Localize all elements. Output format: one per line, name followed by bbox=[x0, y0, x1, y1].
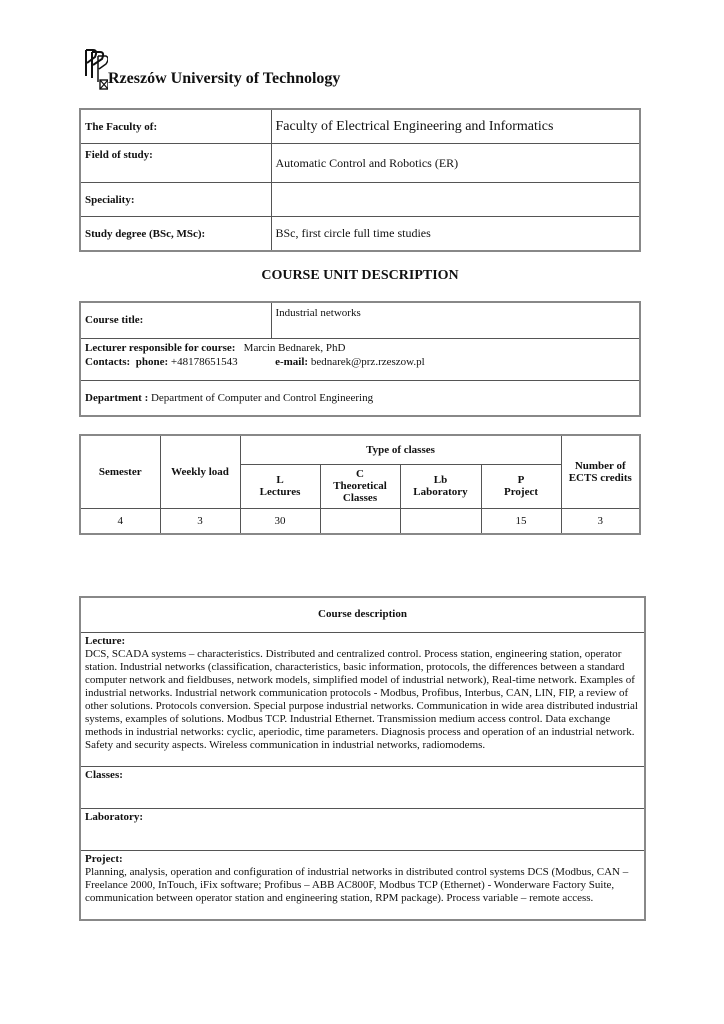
department-cell bbox=[80, 380, 640, 416]
course-title-row bbox=[80, 302, 640, 338]
prz-monogram-icon bbox=[82, 48, 108, 90]
lecturer-label: Lecturer responsible for course: bbox=[85, 341, 236, 354]
laboratory-code: Lb bbox=[433, 474, 448, 486]
university-name: Rzeszów University of Technology bbox=[108, 70, 341, 87]
course-table bbox=[79, 301, 641, 417]
classes-header-row-1 bbox=[80, 435, 640, 464]
lecturer-row bbox=[80, 338, 640, 380]
description-header: Course description bbox=[80, 597, 645, 632]
field-value: Automatic Control and Robotics (ER) bbox=[271, 144, 640, 183]
lectures-value: 30 bbox=[240, 508, 320, 534]
ects-header bbox=[561, 435, 640, 508]
phone-value: +48178651543 bbox=[170, 355, 238, 368]
faculty-row bbox=[80, 109, 640, 144]
degree-label: Study degree (BSc, MSc): bbox=[80, 217, 271, 252]
ects-header-line-2: ECTS credits bbox=[568, 471, 632, 484]
email-label: e-mail: bbox=[275, 355, 309, 368]
faculty-info-table bbox=[79, 108, 641, 252]
classes-label: Classes: bbox=[85, 768, 123, 781]
theoretical-code: C bbox=[356, 468, 364, 480]
theoretical-header bbox=[320, 464, 400, 508]
weekly-load-value: 3 bbox=[160, 508, 240, 534]
semester-header: Semester bbox=[80, 435, 160, 508]
theoretical-name-1: Theoretical bbox=[333, 480, 387, 492]
faculty-label: The Faculty of: bbox=[80, 109, 271, 144]
project-header bbox=[481, 464, 561, 508]
course-title-label: Course title: bbox=[80, 302, 271, 338]
theoretical-name-2: Classes bbox=[342, 492, 378, 504]
description-header-row bbox=[80, 597, 645, 632]
department-label: Department : bbox=[85, 391, 149, 404]
speciality-row bbox=[80, 183, 640, 217]
course-title-value: Industrial networks bbox=[271, 302, 640, 338]
lecturer-value: Marcin Bednarek, PhD bbox=[243, 341, 346, 354]
email-value: bednarek@prz.rzeszow.pl bbox=[310, 355, 425, 368]
laboratory-label: Laboratory: bbox=[85, 810, 144, 823]
course-description-table bbox=[79, 596, 646, 921]
degree-value: BSc, first circle full time studies bbox=[271, 217, 640, 252]
lecture-cell bbox=[80, 632, 645, 766]
lectures-header bbox=[240, 464, 320, 508]
lecture-section bbox=[80, 632, 645, 766]
project-section bbox=[80, 850, 645, 920]
faculty-value: Faculty of Electrical Engineering and Informatics bbox=[271, 109, 640, 144]
classes-table bbox=[79, 434, 641, 535]
laboratory-cell bbox=[80, 808, 645, 850]
page-title: COURSE UNIT DESCRIPTION bbox=[261, 268, 459, 283]
weekly-load-header: Weekly load bbox=[160, 435, 240, 508]
classes-section bbox=[80, 766, 645, 808]
project-name: Project bbox=[504, 486, 538, 498]
field-row bbox=[80, 144, 640, 183]
lectures-name: Lectures bbox=[259, 486, 301, 498]
type-of-classes-header: Type of classes bbox=[240, 435, 561, 464]
contacts-label: Contacts: bbox=[85, 355, 131, 368]
semester-value: 4 bbox=[80, 508, 160, 534]
phone-label: phone: bbox=[135, 355, 169, 368]
ects-header-line-1: Number of bbox=[574, 459, 626, 472]
speciality-label: Speciality: bbox=[80, 183, 271, 217]
lecturer-cell bbox=[80, 338, 640, 380]
lectures-code: L bbox=[276, 474, 284, 486]
lecture-text: DCS, SCADA systems – characteristics. Distributed and centralized control. Process station, engineering station, operator station. Industrial networks (classification, characteristics, basic information, protocols, the differences between a standard computer network and fieldbuses, network models, simplified model of industrial network), Real-time network. Examples of industrial networks. Industrial network communication protocols - Modbus, Profibus, Interbus, CAN, LIN, FIP, a review of other solutions. Protocols conversion. Special purpose industrial networks. Communication in wide area distributed industrial systems, examples of solutions. Modbus TCP. Industrial Ethernet. Transmission medium access control. Data exchange methods in industrial networks: cyclic, aperiodic, time parameters. Diagnosis process and operation of an industrial network. Safety and security aspects. Wireless communication in industrial networks, radiomodems. bbox=[85, 647, 638, 751]
speciality-value bbox=[271, 183, 640, 217]
document-header bbox=[82, 48, 642, 92]
field-label: Field of study: bbox=[80, 144, 271, 183]
lecture-label: Lecture: bbox=[85, 634, 126, 647]
classes-data-row bbox=[80, 508, 640, 534]
department-value: Department of Computer and Control Engineering bbox=[150, 391, 374, 404]
classes-cell bbox=[80, 766, 645, 808]
project-label: Project: bbox=[85, 852, 123, 865]
degree-row bbox=[80, 217, 640, 252]
laboratory-header bbox=[400, 464, 481, 508]
project-text: Planning, analysis, operation and configuration of industrial networks in distributed control systems DCS (Modbus, CAN – Freelance 2000, InTouch, iFix software; Profibus – ABB AC800F, Modbus TCP (Ethernet) - Wonderware Factory Suite, communication between operator station and engineering station, RPM package). Process variable – remote access. bbox=[85, 865, 629, 904]
project-code: P bbox=[517, 474, 525, 486]
laboratory-name: Laboratory bbox=[413, 486, 468, 498]
project-cell bbox=[80, 850, 645, 920]
theoretical-value bbox=[320, 508, 400, 534]
project-value: 15 bbox=[481, 508, 561, 534]
department-row bbox=[80, 380, 640, 416]
ects-value: 3 bbox=[561, 508, 640, 534]
laboratory-section bbox=[80, 808, 645, 850]
laboratory-value bbox=[400, 508, 481, 534]
